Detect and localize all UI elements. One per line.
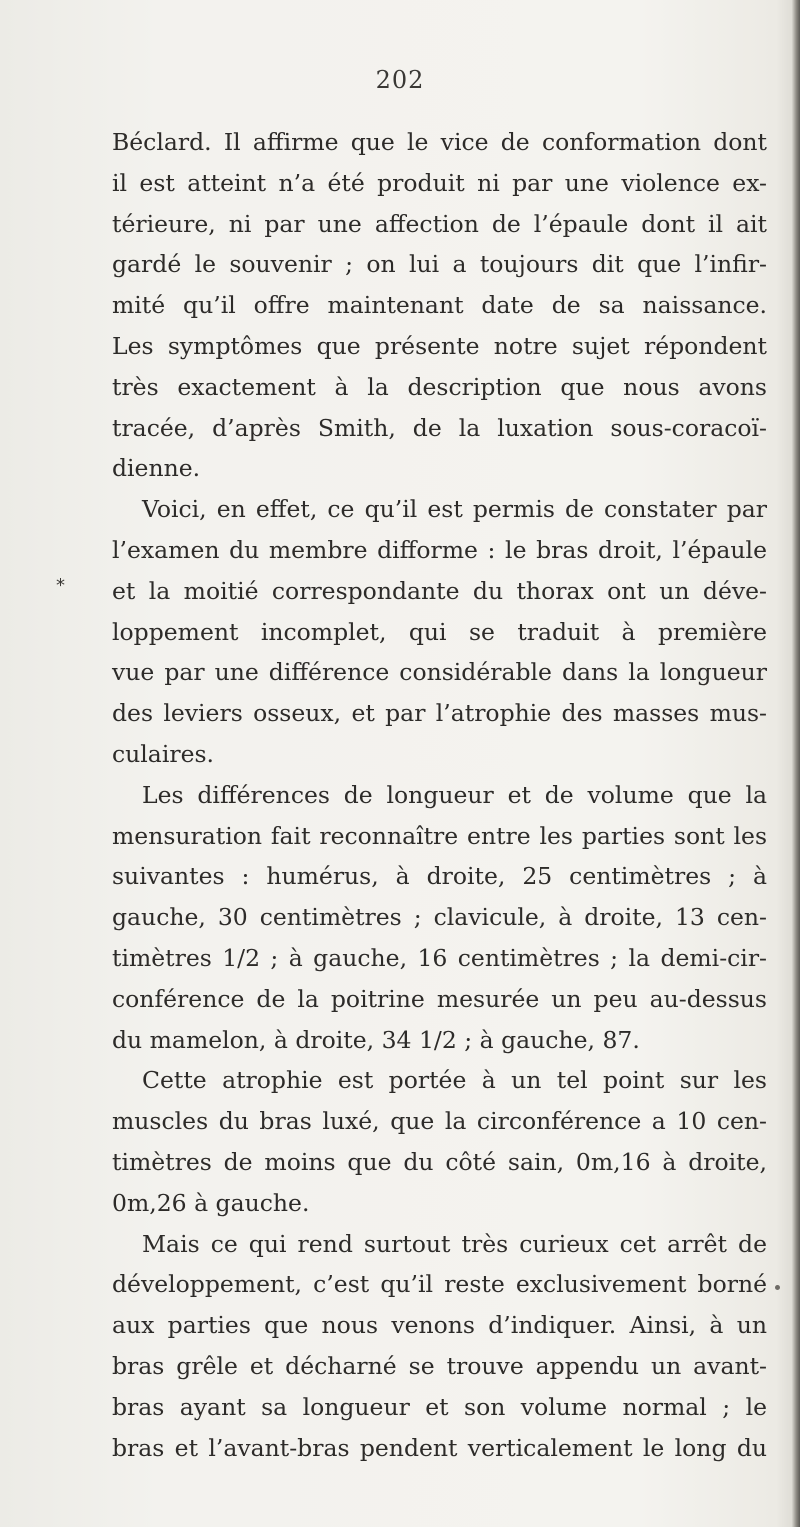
text-line: bras et l’avant-bras pendent verticalement le long du (112, 1433, 767, 1462)
text-line: Les symptômes que présente notre sujet répondent (112, 331, 767, 360)
text-line: des leviers osseux, et par l’atrophie des masses mus- (112, 699, 767, 728)
text-line: conférence de la poitrine mesurée un peu au-dessus (112, 984, 767, 1013)
text-line: Cette atrophie est portée à un tel point sur les (142, 1066, 767, 1095)
page-number: 202 (375, 66, 425, 94)
text-line: très exactement à la description que nous avons (112, 372, 767, 401)
text-line: mité qu’il offre maintenant date de sa naissance. (112, 291, 767, 320)
text-line: gardé le souvenir ; on lui a toujours dit que l’infir- (112, 250, 767, 279)
text-line: et la moitié correspondante du thorax ont un déve- (112, 576, 767, 605)
text-line: l’examen du membre difforme : le bras droit, l’épaule (112, 535, 767, 564)
text-line: dienne. (112, 454, 201, 483)
text-line: timètres de moins que du côté sain, 0m,16 à droite, (112, 1147, 767, 1176)
text-line: aux parties que nous venons d’indiquer. Ainsi, à un (112, 1311, 767, 1340)
ink-speck (775, 1285, 780, 1290)
text-line: bras ayant sa longueur et son volume normal ; le (112, 1392, 767, 1421)
text-line: il est atteint n’a été produit ni par une violence ex- (112, 168, 767, 197)
text-line: Les différences de longueur et de volume que la (142, 780, 767, 809)
text-line: mensuration fait reconnaître entre les parties sont les (112, 821, 767, 850)
margin-mark: * (56, 575, 65, 596)
text-line: Voici, en effet, ce qu’il est permis de constater par (142, 495, 767, 524)
text-line: Mais ce qui rend surtout très curieux cet arrêt de (142, 1229, 767, 1258)
text-line: Béclard. Il affirme que le vice de conformation dont (112, 128, 767, 156)
text-line: bras grêle et décharné se trouve appendu un avant- (112, 1351, 767, 1380)
text-line: gauche, 30 centimètres ; clavicule, à droite, 13 cen- (112, 903, 767, 932)
text-line: loppement incomplet, qui se traduit à première (112, 617, 767, 646)
text-line: suivantes : humérus, à droite, 25 centimètres ; à (112, 862, 767, 891)
text-line: du mamelon, à droite, 34 1/2 ; à gauche, 87. (112, 1025, 640, 1054)
text-line: 0m,26 à gauche. (112, 1188, 310, 1217)
text-line: muscles du bras luxé, que la circonférence a 10 cen- (112, 1107, 767, 1136)
text-line: timètres 1/2 ; à gauche, 16 centimètres ; la demi-cir- (112, 943, 767, 972)
page-edge-shadow (792, 0, 800, 1527)
text-line: tracée, d’après Smith, de la luxation sous-coracoï- (112, 413, 767, 442)
text-line: développement, c’est qu’il reste exclusivement borné (112, 1270, 767, 1299)
text-line: vue par une différence considérable dans la longueur (112, 658, 767, 687)
text-line: culaires. (112, 739, 215, 768)
text-line: térieure, ni par une affection de l’épaule dont il ait (112, 209, 767, 238)
body-text (112, 122, 767, 1468)
